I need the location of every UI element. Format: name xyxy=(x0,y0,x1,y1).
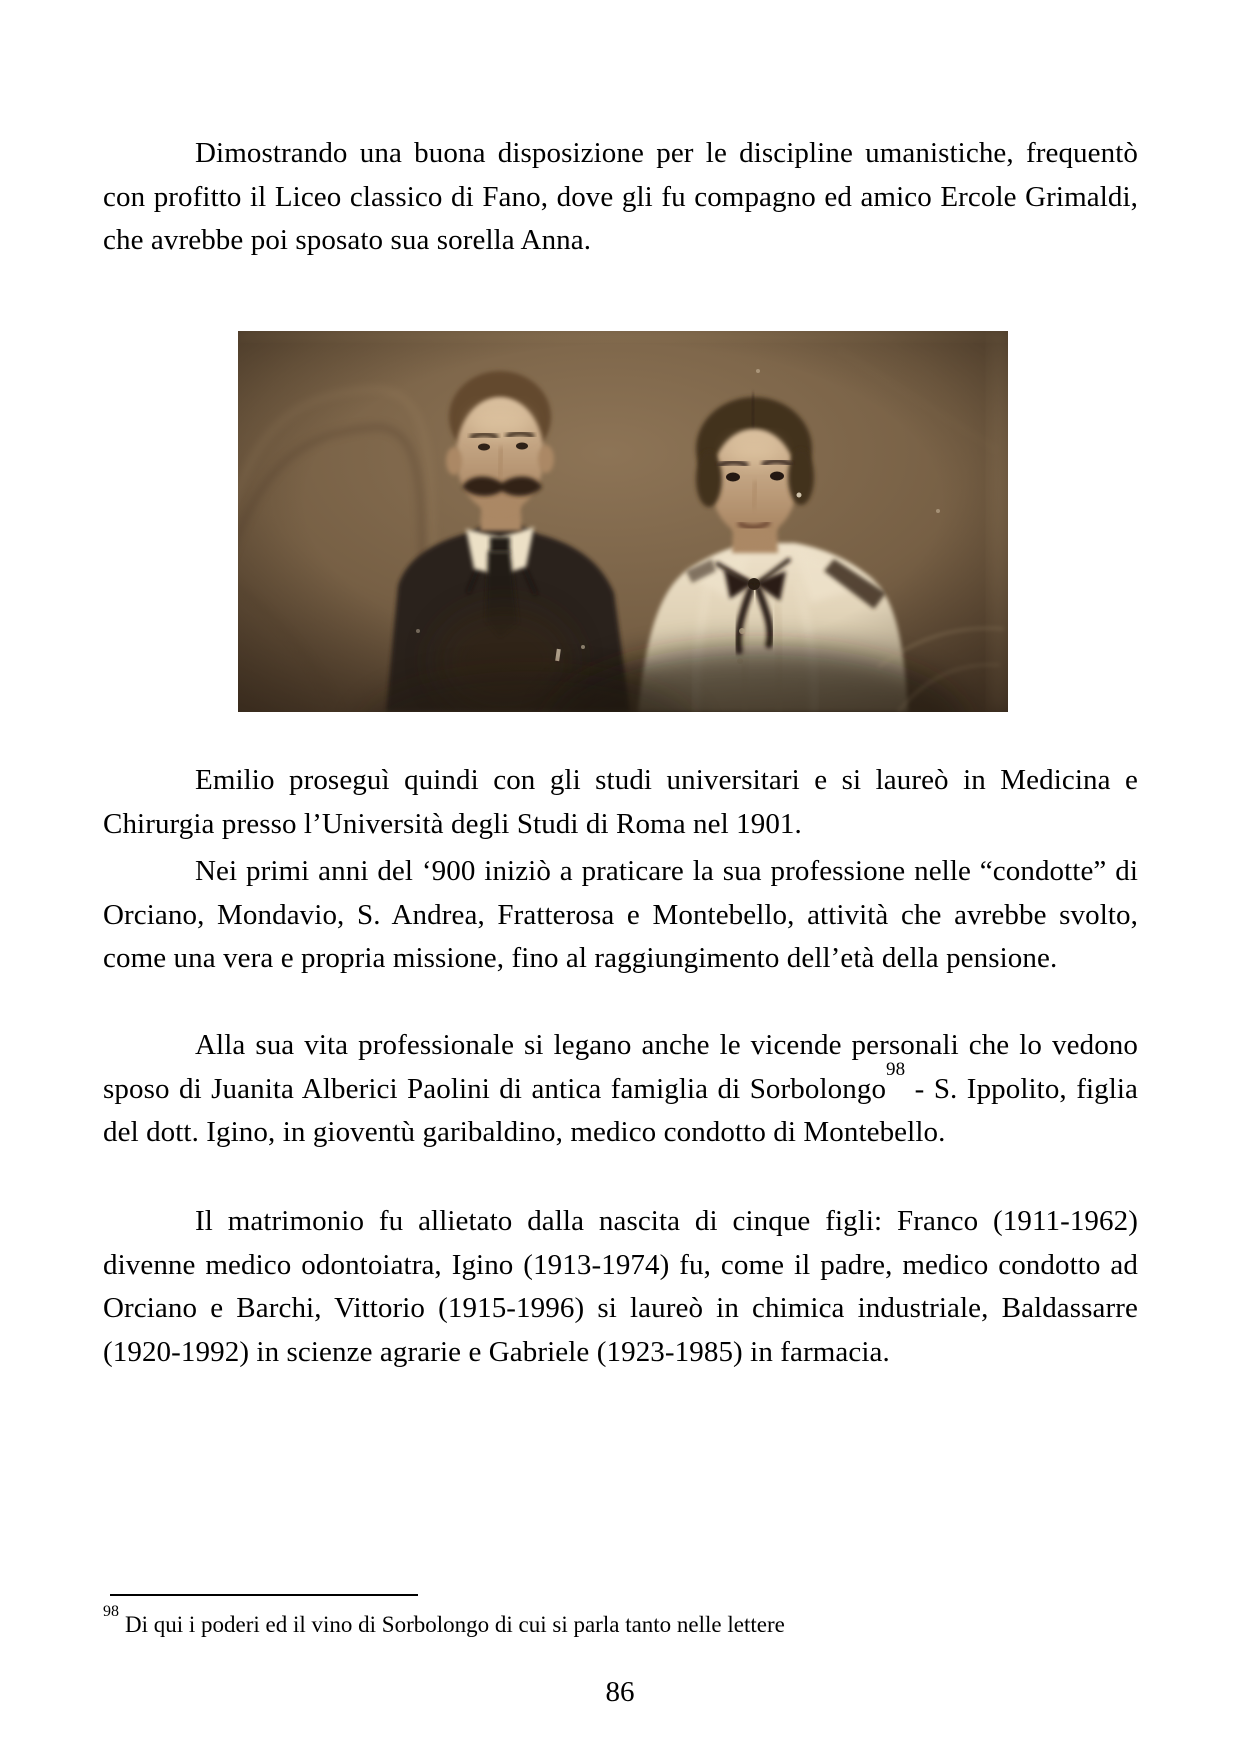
paragraph-condotte: Nei primi anni del ‘900 iniziò a praticare la sua professione nelle “condotte” di Orciano, Mondavio, S. Andrea, Fratterosa e Montebello, attività che avrebbe svolto, come una vera e propria missione, fino al raggiungimento dell’età della pensione. xyxy=(103,855,1138,974)
footnote-reference-98: 98 xyxy=(886,1058,906,1080)
page-number: 86 xyxy=(605,1676,635,1708)
paragraph-4-text-after-ref: - S. Ippolito, figlia del dott. Igino, in gioventù garibaldino, medico condotto di Montebello. xyxy=(103,1072,1138,1148)
footnote-separator-rule xyxy=(110,1594,418,1596)
footnote-98-text: Di qui i poderi ed il vino di Sorbolongo di cui si parla tanto nelle lettere xyxy=(125,1612,785,1637)
paragraph-matrimonio-juanita xyxy=(103,1024,1138,1155)
photo-aging-artifacts xyxy=(238,331,1008,712)
portrait-photo xyxy=(238,331,1008,712)
paragraph-figli: Il matrimonio fu allietato dalla nascita di cinque figli: Franco (1911-1962) divenne medico odontoiatra, Igino (1913-1974) fu, come il padre, medico condotto ad Orciano e Barchi, Vittorio (1915-1996) si laureò in chimica industriale, Baldassarre (1920-1992) in scienze agrarie e Gabriele (1923-1985) in farmacia. xyxy=(103,1205,1138,1368)
paragraph-laurea: Emilio proseguì quindi con gli studi universitari e si laureò in Medicina e Chirurgia presso l’Università degli Studi di Roma nel 1901. xyxy=(103,764,1138,840)
paragraph-4-text-before-ref: Alla sua vita professionale si legano anche le vicende personali che lo vedono sposo di Juanita Alberici Paolini di antica famiglia di Sorbolongo xyxy=(103,1029,1138,1105)
paragraph-liceo: Dimostrando una buona disposizione per le discipline umanistiche, frequentò con profitto il Liceo classico di Fano, dove gli fu compagno ed amico Ercole Grimaldi, che avrebbe poi sposato sua sorella Anna. xyxy=(103,137,1138,256)
portrait-photo-drawing xyxy=(238,331,1008,712)
footnote-98-number: 98 xyxy=(103,1603,119,1621)
footnote-98 xyxy=(103,1603,1138,1639)
